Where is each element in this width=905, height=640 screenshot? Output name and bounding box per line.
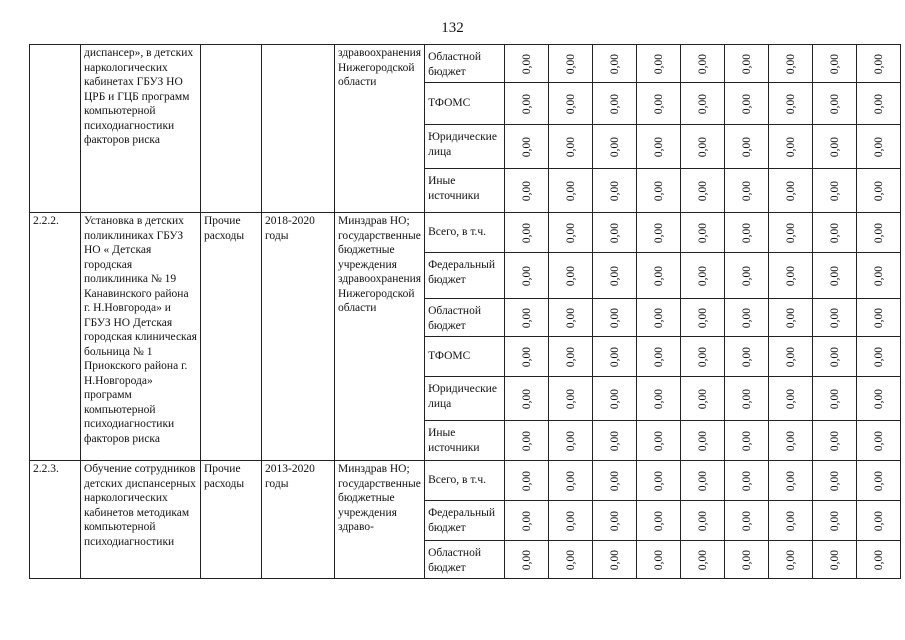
amount-cell	[857, 501, 901, 541]
amount-value: 0,00	[740, 549, 753, 570]
funding-source: Юридические лица	[425, 125, 505, 169]
responsible-executor: Минздрав НО; государственные бюджетные учреждения здравоохранения Нижегородской области	[335, 213, 425, 461]
amount-value: 0,00	[652, 53, 665, 74]
amount-value: 0,00	[608, 93, 621, 114]
amount-cell	[725, 337, 769, 377]
amount-value: 0,00	[652, 180, 665, 201]
item-code	[30, 45, 81, 213]
amount-value: 0,00	[740, 510, 753, 531]
expense-type	[201, 45, 262, 213]
amount-value: 0,00	[652, 265, 665, 286]
amount-value: 0,00	[564, 307, 577, 328]
amount-cell	[637, 213, 681, 253]
amount-cell	[769, 461, 813, 501]
amount-value: 0,00	[872, 136, 885, 157]
amount-value: 0,00	[872, 470, 885, 491]
amount-value: 0,00	[608, 265, 621, 286]
amount-value: 0,00	[872, 53, 885, 74]
funding-source: ТФОМС	[425, 337, 505, 377]
amount-value: 0,00	[696, 93, 709, 114]
amount-cell	[813, 461, 857, 501]
amount-value: 0,00	[564, 53, 577, 74]
amount-cell	[725, 377, 769, 421]
amount-value: 0,00	[564, 93, 577, 114]
funding-source: ТФОМС	[425, 83, 505, 125]
amount-cell	[857, 461, 901, 501]
amount-value: 0,00	[828, 430, 841, 451]
amount-value: 0,00	[564, 180, 577, 201]
amount-value: 0,00	[872, 430, 885, 451]
amount-value: 0,00	[608, 222, 621, 243]
amount-cell	[637, 45, 681, 83]
amount-cell	[681, 421, 725, 461]
amount-cell	[549, 213, 593, 253]
amount-cell	[593, 299, 637, 337]
amount-cell	[505, 377, 549, 421]
amount-value: 0,00	[520, 430, 533, 451]
amount-cell	[681, 541, 725, 579]
amount-cell	[725, 83, 769, 125]
amount-cell	[769, 83, 813, 125]
amount-cell	[549, 45, 593, 83]
amount-value: 0,00	[740, 136, 753, 157]
amount-value: 0,00	[696, 470, 709, 491]
amount-value: 0,00	[872, 307, 885, 328]
amount-cell	[857, 169, 901, 213]
amount-cell	[681, 169, 725, 213]
amount-value: 0,00	[828, 180, 841, 201]
amount-value: 0,00	[872, 93, 885, 114]
amount-value: 0,00	[564, 346, 577, 367]
amount-cell	[637, 421, 681, 461]
amount-value: 0,00	[696, 265, 709, 286]
amount-value: 0,00	[784, 265, 797, 286]
item-description: диспансер», в детских наркологических кабинетах ГБУЗ НО ЦРБ и ГЦБ программ компьютерной психодиагностики факторов риска	[81, 45, 201, 213]
amount-value: 0,00	[564, 470, 577, 491]
amount-value: 0,00	[520, 346, 533, 367]
amount-cell	[505, 299, 549, 337]
amount-cell	[857, 83, 901, 125]
amount-value: 0,00	[696, 136, 709, 157]
amount-cell	[857, 377, 901, 421]
amount-cell	[725, 421, 769, 461]
amount-cell	[681, 45, 725, 83]
amount-value: 0,00	[828, 53, 841, 74]
amount-value: 0,00	[608, 53, 621, 74]
implementation-period	[262, 45, 335, 213]
amount-value: 0,00	[520, 510, 533, 531]
amount-cell	[725, 541, 769, 579]
amount-value: 0,00	[740, 222, 753, 243]
expense-type: Прочие расходы	[201, 461, 262, 579]
table-row	[30, 45, 901, 83]
amount-value: 0,00	[784, 93, 797, 114]
amount-value: 0,00	[784, 180, 797, 201]
amount-cell	[549, 421, 593, 461]
program-funding-table	[29, 44, 901, 579]
amount-value: 0,00	[740, 53, 753, 74]
amount-value: 0,00	[740, 180, 753, 201]
amount-value: 0,00	[696, 180, 709, 201]
amount-cell	[769, 501, 813, 541]
amount-value: 0,00	[696, 549, 709, 570]
amount-value: 0,00	[828, 265, 841, 286]
amount-value: 0,00	[784, 222, 797, 243]
amount-cell	[857, 421, 901, 461]
amount-cell	[813, 377, 857, 421]
amount-value: 0,00	[520, 53, 533, 74]
amount-value: 0,00	[520, 549, 533, 570]
expense-type: Прочие расходы	[201, 213, 262, 461]
amount-value: 0,00	[784, 136, 797, 157]
amount-value: 0,00	[652, 222, 665, 243]
amount-cell	[857, 45, 901, 83]
amount-value: 0,00	[520, 470, 533, 491]
amount-value: 0,00	[872, 510, 885, 531]
amount-value: 0,00	[564, 388, 577, 409]
amount-cell	[681, 213, 725, 253]
amount-cell	[769, 299, 813, 337]
amount-cell	[681, 461, 725, 501]
amount-cell	[725, 501, 769, 541]
amount-cell	[637, 125, 681, 169]
amount-value: 0,00	[784, 346, 797, 367]
amount-value: 0,00	[740, 265, 753, 286]
amount-value: 0,00	[872, 265, 885, 286]
amount-cell	[549, 83, 593, 125]
amount-value: 0,00	[564, 136, 577, 157]
amount-cell	[505, 125, 549, 169]
amount-value: 0,00	[564, 549, 577, 570]
amount-cell	[681, 125, 725, 169]
amount-value: 0,00	[828, 136, 841, 157]
amount-value: 0,00	[520, 265, 533, 286]
amount-cell	[549, 461, 593, 501]
amount-cell	[725, 169, 769, 213]
amount-cell	[769, 541, 813, 579]
funding-source: Всего, в т.ч.	[425, 213, 505, 253]
amount-cell	[681, 299, 725, 337]
item-code: 2.2.3.	[30, 461, 81, 579]
amount-cell	[593, 213, 637, 253]
amount-cell	[769, 213, 813, 253]
amount-cell	[505, 253, 549, 299]
amount-cell	[681, 253, 725, 299]
amount-cell	[505, 501, 549, 541]
amount-cell	[813, 213, 857, 253]
amount-cell	[549, 501, 593, 541]
amount-cell	[813, 421, 857, 461]
amount-cell	[813, 337, 857, 377]
amount-value: 0,00	[828, 510, 841, 531]
amount-cell	[637, 461, 681, 501]
amount-cell	[637, 253, 681, 299]
amount-cell	[857, 253, 901, 299]
amount-cell	[593, 421, 637, 461]
amount-cell	[813, 45, 857, 83]
amount-cell	[769, 125, 813, 169]
item-description: Установка в детских поликлиниках ГБУЗ НО « Детская городская поликлиника № 19 Канавинского района г. Н.Новгорода» и ГБУЗ НО Детская городская клиническая больница № 1 Приокского района г. Н.Новгорода» программ компьютерной психодиагностики факторов риска	[81, 213, 201, 461]
amount-value: 0,00	[520, 222, 533, 243]
amount-cell	[813, 541, 857, 579]
item-code: 2.2.2.	[30, 213, 81, 461]
amount-value: 0,00	[828, 470, 841, 491]
amount-value: 0,00	[696, 430, 709, 451]
responsible-executor: здравоохранения Нижегородской области	[335, 45, 425, 213]
amount-cell	[725, 45, 769, 83]
table-row	[30, 461, 901, 501]
implementation-period: 2013-2020 годы	[262, 461, 335, 579]
page-number: 132	[441, 20, 464, 36]
amount-value: 0,00	[652, 549, 665, 570]
amount-cell	[813, 299, 857, 337]
funding-source: Областной бюджет	[425, 45, 505, 83]
amount-cell	[593, 253, 637, 299]
amount-value: 0,00	[784, 430, 797, 451]
amount-cell	[505, 421, 549, 461]
amount-cell	[549, 299, 593, 337]
amount-cell	[681, 83, 725, 125]
amount-value: 0,00	[564, 430, 577, 451]
amount-cell	[857, 337, 901, 377]
amount-value: 0,00	[784, 53, 797, 74]
amount-cell	[857, 541, 901, 579]
amount-cell	[505, 213, 549, 253]
amount-cell	[725, 461, 769, 501]
amount-cell	[813, 253, 857, 299]
amount-cell	[725, 213, 769, 253]
amount-value: 0,00	[740, 346, 753, 367]
amount-value: 0,00	[652, 470, 665, 491]
amount-value: 0,00	[520, 93, 533, 114]
amount-value: 0,00	[520, 388, 533, 409]
amount-cell	[857, 125, 901, 169]
amount-value: 0,00	[696, 222, 709, 243]
amount-cell	[593, 377, 637, 421]
amount-value: 0,00	[872, 180, 885, 201]
amount-value: 0,00	[520, 136, 533, 157]
amount-cell	[769, 253, 813, 299]
amount-cell	[549, 337, 593, 377]
amount-value: 0,00	[828, 222, 841, 243]
amount-value: 0,00	[608, 470, 621, 491]
amount-value: 0,00	[740, 388, 753, 409]
amount-cell	[681, 501, 725, 541]
amount-cell	[593, 125, 637, 169]
amount-value: 0,00	[696, 510, 709, 531]
amount-value: 0,00	[608, 180, 621, 201]
amount-value: 0,00	[872, 388, 885, 409]
amount-value: 0,00	[608, 136, 621, 157]
amount-value: 0,00	[872, 222, 885, 243]
amount-cell	[505, 461, 549, 501]
amount-cell	[637, 299, 681, 337]
amount-value: 0,00	[652, 307, 665, 328]
amount-value: 0,00	[828, 388, 841, 409]
amount-value: 0,00	[784, 388, 797, 409]
amount-value: 0,00	[696, 53, 709, 74]
amount-cell	[505, 169, 549, 213]
amount-cell	[813, 501, 857, 541]
amount-value: 0,00	[520, 180, 533, 201]
amount-value: 0,00	[652, 430, 665, 451]
amount-value: 0,00	[828, 346, 841, 367]
amount-value: 0,00	[564, 510, 577, 531]
amount-value: 0,00	[652, 388, 665, 409]
amount-cell	[549, 169, 593, 213]
amount-cell	[593, 169, 637, 213]
amount-cell	[637, 541, 681, 579]
amount-value: 0,00	[564, 265, 577, 286]
amount-value: 0,00	[652, 136, 665, 157]
amount-cell	[769, 169, 813, 213]
amount-value: 0,00	[784, 510, 797, 531]
amount-value: 0,00	[652, 510, 665, 531]
amount-cell	[637, 501, 681, 541]
amount-value: 0,00	[652, 93, 665, 114]
amount-cell	[725, 299, 769, 337]
amount-cell	[505, 45, 549, 83]
amount-value: 0,00	[828, 307, 841, 328]
amount-value: 0,00	[696, 346, 709, 367]
amount-value: 0,00	[608, 430, 621, 451]
amount-value: 0,00	[872, 549, 885, 570]
amount-value: 0,00	[564, 222, 577, 243]
funding-source: Всего, в т.ч.	[425, 461, 505, 501]
amount-cell	[769, 337, 813, 377]
amount-value: 0,00	[608, 346, 621, 367]
amount-cell	[681, 337, 725, 377]
amount-cell	[769, 45, 813, 83]
amount-cell	[857, 299, 901, 337]
amount-cell	[725, 125, 769, 169]
amount-cell	[637, 169, 681, 213]
amount-value: 0,00	[740, 470, 753, 491]
amount-value: 0,00	[784, 549, 797, 570]
implementation-period: 2018-2020 годы	[262, 213, 335, 461]
funding-source: Иные источники	[425, 421, 505, 461]
amount-cell	[593, 541, 637, 579]
amount-value: 0,00	[608, 549, 621, 570]
amount-cell	[505, 541, 549, 579]
amount-value: 0,00	[520, 307, 533, 328]
amount-value: 0,00	[784, 470, 797, 491]
amount-value: 0,00	[696, 307, 709, 328]
funding-source: Областной бюджет	[425, 299, 505, 337]
amount-value: 0,00	[740, 93, 753, 114]
amount-value: 0,00	[696, 388, 709, 409]
amount-cell	[769, 421, 813, 461]
amount-cell	[505, 83, 549, 125]
amount-cell	[857, 213, 901, 253]
amount-cell	[593, 461, 637, 501]
amount-cell	[813, 169, 857, 213]
amount-cell	[549, 125, 593, 169]
amount-value: 0,00	[828, 93, 841, 114]
funding-source: Федеральный бюджет	[425, 253, 505, 299]
funding-source: Федеральный бюджет	[425, 501, 505, 541]
amount-value: 0,00	[740, 307, 753, 328]
amount-cell	[813, 83, 857, 125]
amount-cell	[549, 377, 593, 421]
amount-cell	[593, 337, 637, 377]
funding-source: Юридические лица	[425, 377, 505, 421]
table-row	[30, 213, 901, 253]
amount-value: 0,00	[784, 307, 797, 328]
amount-value: 0,00	[740, 430, 753, 451]
amount-cell	[549, 253, 593, 299]
amount-value: 0,00	[652, 346, 665, 367]
amount-cell	[637, 83, 681, 125]
amount-value: 0,00	[608, 388, 621, 409]
funding-source: Иные источники	[425, 169, 505, 213]
amount-value: 0,00	[608, 307, 621, 328]
amount-cell	[725, 253, 769, 299]
amount-cell	[549, 541, 593, 579]
item-description: Обучение сотрудников детских диспансерных наркологических кабинетов методикам компьютерной психодиагностики	[81, 461, 201, 579]
amount-cell	[593, 83, 637, 125]
amount-cell	[637, 377, 681, 421]
amount-value: 0,00	[828, 549, 841, 570]
amount-value: 0,00	[872, 346, 885, 367]
amount-cell	[637, 337, 681, 377]
amount-cell	[593, 45, 637, 83]
funding-source: Областной бюджет	[425, 541, 505, 579]
amount-cell	[593, 501, 637, 541]
amount-cell	[681, 377, 725, 421]
amount-cell	[813, 125, 857, 169]
amount-cell	[769, 377, 813, 421]
amount-cell	[505, 337, 549, 377]
responsible-executor: Минздрав НО; государственные бюджетные учреждения здраво-	[335, 461, 425, 579]
amount-value: 0,00	[608, 510, 621, 531]
